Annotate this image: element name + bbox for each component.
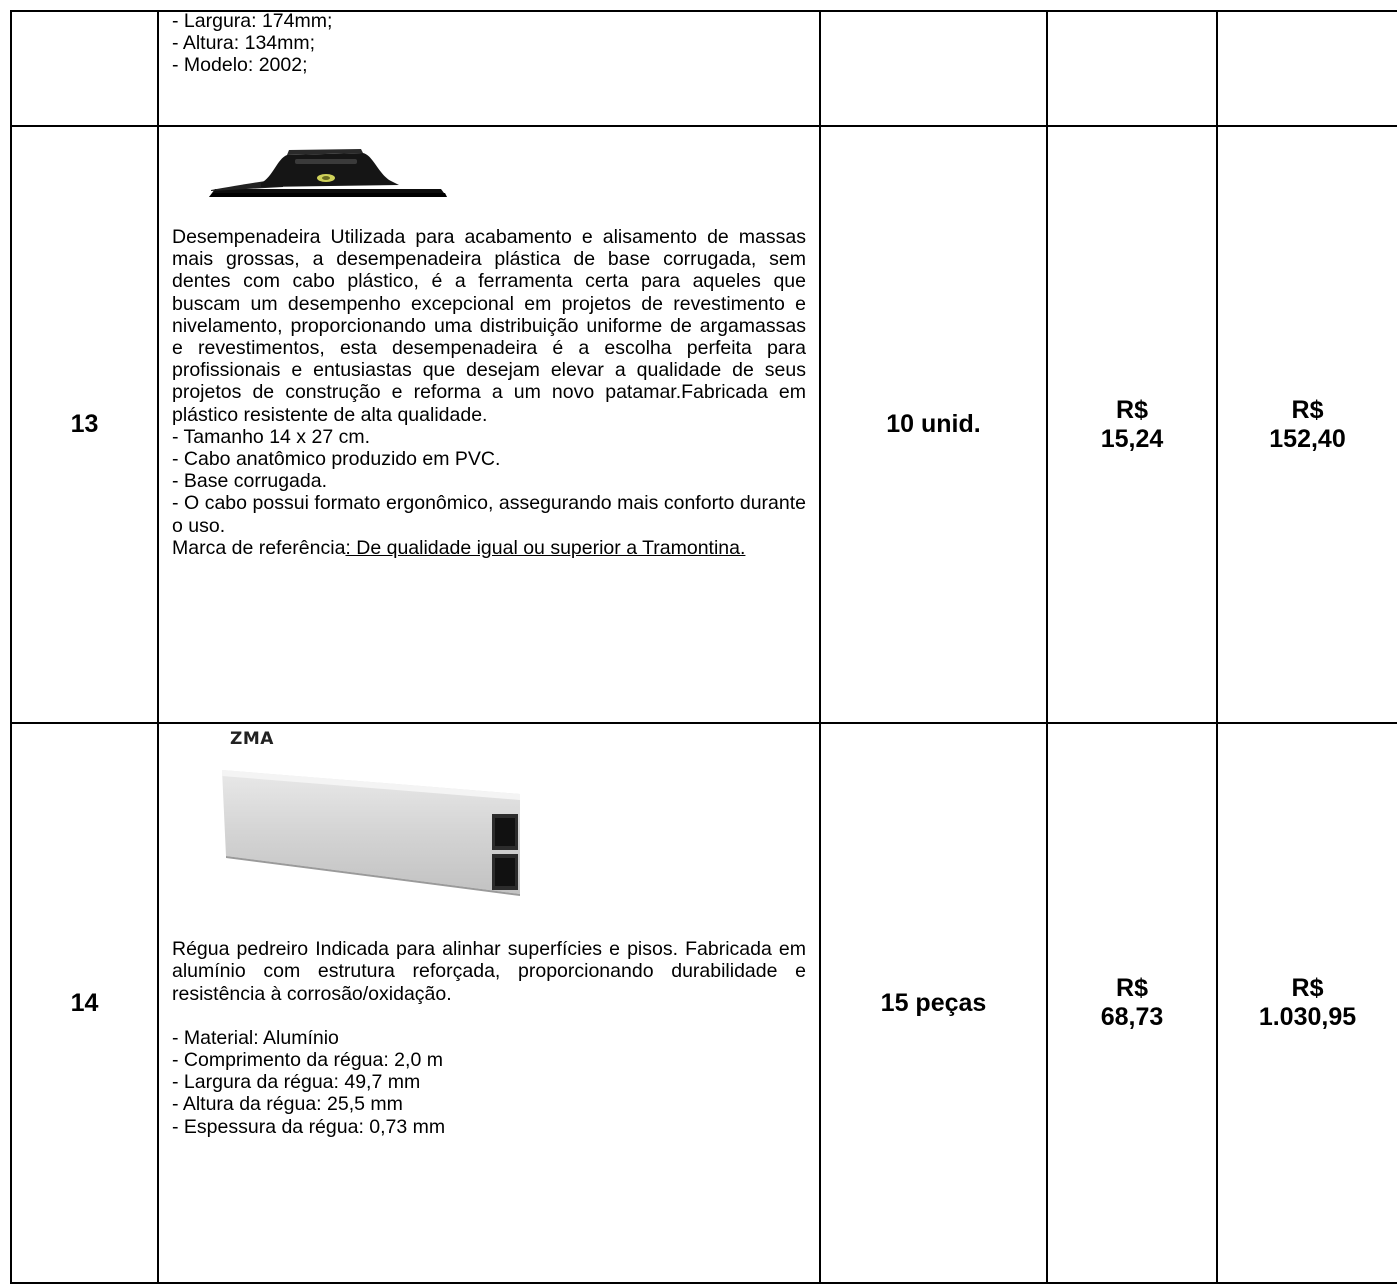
total-price-cell	[1217, 126, 1397, 723]
total-price-value: 152,40	[1269, 424, 1346, 453]
spec-line: - Material: Alumínio	[172, 1026, 339, 1049]
spec-line: - Altura da régua: 25,5 mm	[172, 1093, 403, 1116]
spec-line: - Largura da régua: 49,7 mm	[172, 1071, 421, 1094]
plastic-trowel-image	[201, 141, 451, 201]
unit-price-value: 15,24	[1100, 424, 1164, 453]
product-table	[10, 10, 1397, 1284]
unit-price-cell	[1047, 723, 1217, 1283]
description-cell	[158, 126, 820, 723]
currency-label: R$	[1291, 395, 1324, 424]
currency-label: R$	[1116, 395, 1148, 424]
spec-line: - Espessura da régua: 0,73 mm	[172, 1115, 446, 1138]
spec-line: - O cabo possui formato ergonômico, assegurando mais conforto durante o uso.	[172, 492, 806, 537]
item-number-cell: 13	[11, 126, 158, 723]
reference-brand	[172, 537, 806, 559]
spec-line: - Base corrugada.	[172, 470, 328, 493]
unit-price-cell	[1047, 126, 1217, 723]
spec-line: - Cabo anatômico produzido em PVC.	[172, 448, 501, 471]
unit-price-value: 68,73	[1100, 1003, 1164, 1031]
total-price-cell	[1217, 11, 1397, 126]
reference-label: Marca de referência	[172, 536, 346, 559]
spec-line: - Modelo: 2002;	[172, 54, 308, 77]
unit-price-cell	[1047, 11, 1217, 126]
quantity-cell: 10 unid.	[820, 126, 1047, 723]
total-price-cell	[1217, 723, 1397, 1283]
currency-label: R$	[1116, 974, 1148, 1002]
item-number-cell	[11, 11, 158, 126]
total-price-value: 1.030,95	[1258, 1003, 1357, 1031]
aluminum-ruler-image	[200, 764, 530, 914]
table-row	[11, 126, 1397, 723]
product-description: Régua pedreiro Indicada para alinhar superfícies e pisos. Fabricada em alumínio com estrutura reforçada, proporcionando durabilidade e resistência à corrosão/oxidação.	[172, 938, 806, 1005]
description-cell	[158, 723, 820, 1283]
description-cell	[158, 11, 820, 126]
quantity-cell: 15 peças	[820, 723, 1047, 1283]
spec-line: - Largura: 174mm;	[172, 10, 333, 32]
currency-label: R$	[1291, 974, 1324, 1002]
spec-line: - Altura: 134mm;	[172, 32, 316, 55]
table-row	[11, 723, 1397, 1283]
brand-logo: ZMA	[230, 729, 274, 749]
item-number-cell: 14	[11, 723, 158, 1283]
table-row	[11, 11, 1397, 126]
quantity-cell	[820, 11, 1047, 126]
product-description: Desempenadeira Utilizada para acabamento e alisamento de massas mais grossas, a desempenadeira plástica de base corrugada, sem dentes com cabo plástico, é a ferramenta certa para aqueles que buscam um desempenho excepcional em projetos de revestimento e nivelamento, proporcionando uma distribuição uniforme de argamassas e revestimentos, esta desempenadeira é a escolha perfeita para profissionais e entusiastas que desejam elevar a qualidade de seus projetos de construção e reforma a um novo patamar.Fabricada em plástico resistente de alta qualidade.	[172, 226, 806, 426]
spec-line: - Comprimento da régua: 2,0 m	[172, 1049, 443, 1072]
reference-value: : De qualidade igual ou superior a Tramontina.	[345, 536, 746, 559]
spec-line: - Tamanho 14 x 27 cm.	[172, 425, 370, 448]
